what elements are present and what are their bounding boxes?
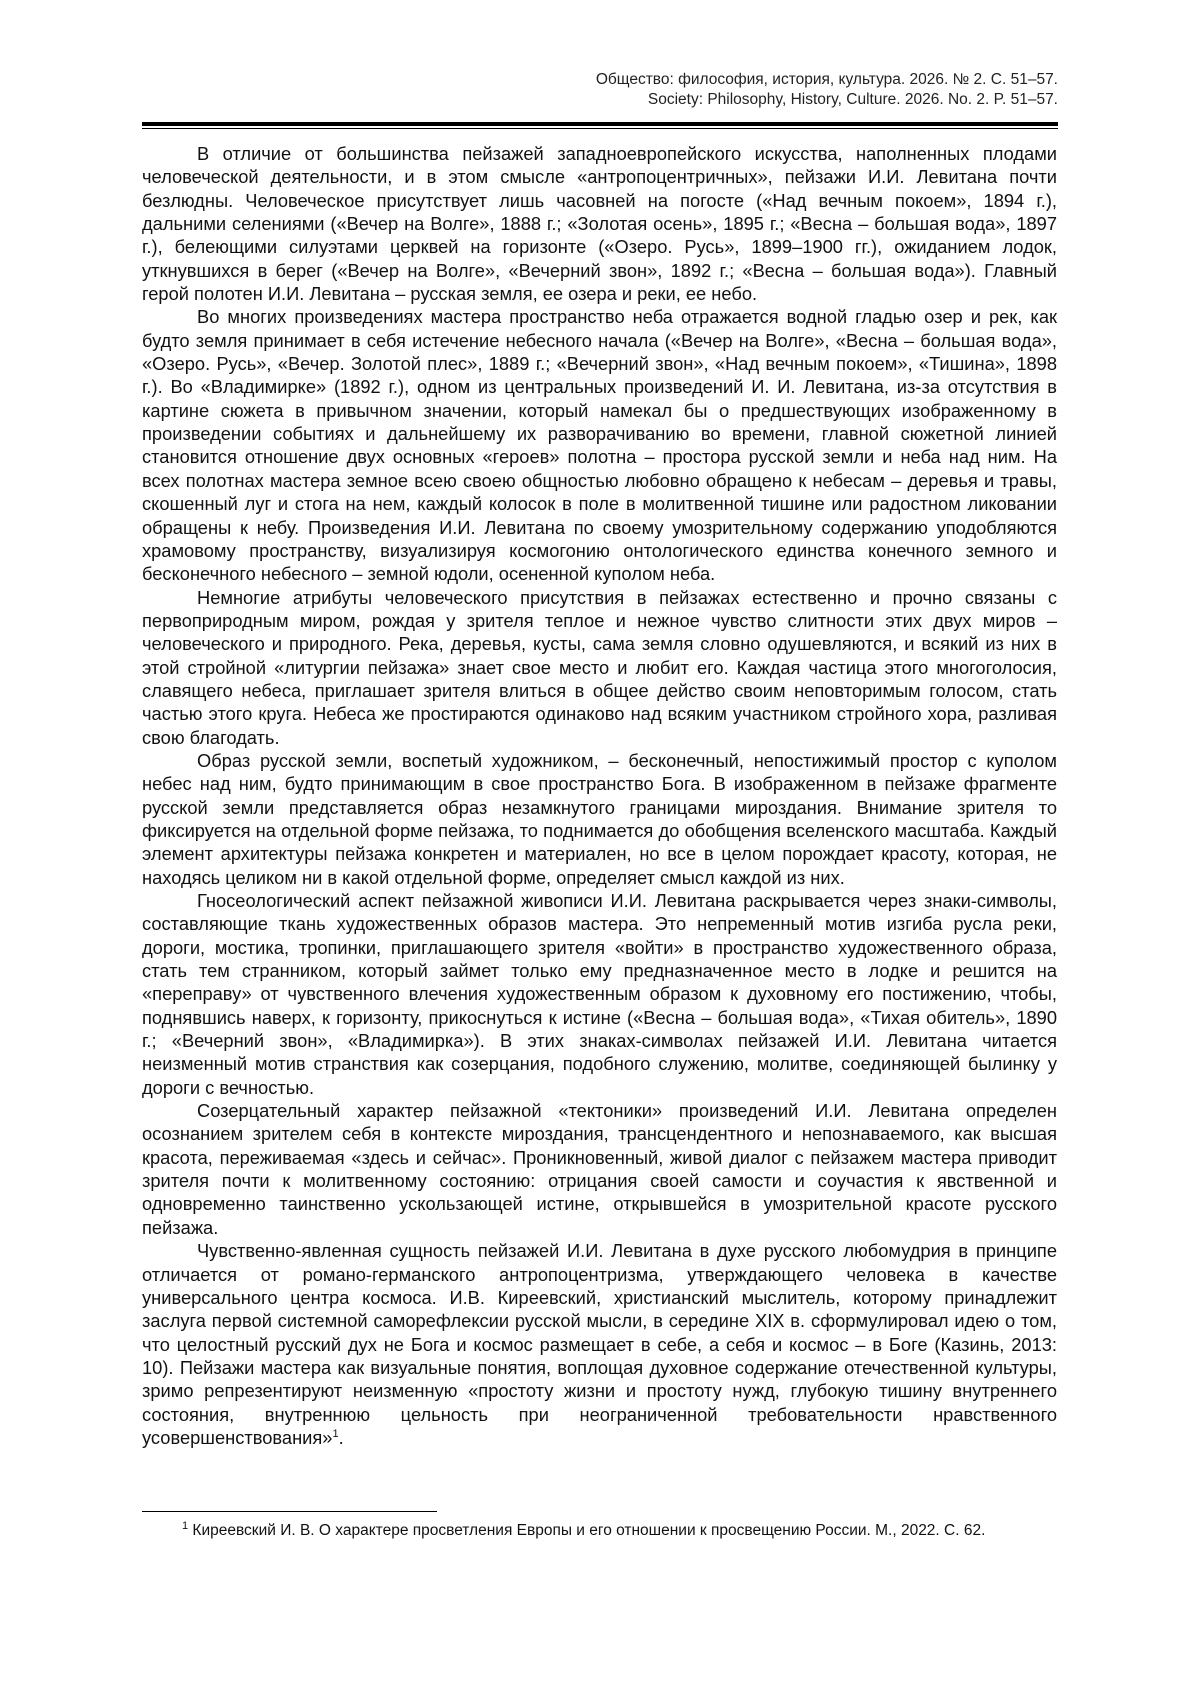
paragraph-6: Созерцательный характер пейзажной «тектоники» произведений И.И. Левитана определен осознанием зрителем себя в контексте мироздания, трансцендентного и непознаваемого, как высшая красота, переживаемая «здесь и сейчас». Проникновенный, живой диалог с пейзажем мастера приводит зрителя почти к молитвенному состоянию: отрицания своей самости и соучастия к явственной и одновременно таинственно ускользающей истине, открывшейся в умозрительной красоте русского пейзажа. [142, 1100, 1057, 1238]
journal-citation-en: Society: Philosophy, History, Culture. 2026. No. 2. P. 51–57. [647, 91, 1058, 108]
paragraph-7-end: . [338, 1426, 344, 1448]
footnote-text: Киреевский И. В. О характере просветления Европы и его отношении к просвещению России. М., 2022. С. 62. [188, 1522, 986, 1539]
paragraph-7-text: Чувственно-явленная сущность пейзажей И.И. Левитана в духе русского любомудрия в принципе отличается от романо-германского антропоцентризма, утверждающего человека в качестве универсального центра космоса. И.В. Киреевский, христианский мыслитель, которому принадлежит заслуга первой системной саморефлексии русской мысли, в середине XIX в. сформулировал идею о том, что целостный русский дух не Бога и космос размещает в себе, а себя и космос – в Боге (Казинь, 2013: 10). Пейзажи мастера как визуальные понятия, воплощая духовное содержание отечественной культуры, зримо репрезентируют неизменную «простоту жизни и простоту нужд, глубокую тишину внутреннего состояния, внутреннюю цельность при неограниченной требовательности нравственного усовершенствования» [142, 1240, 1057, 1448]
header-rule-thick [142, 122, 1058, 126]
footnote [142, 1520, 1057, 1541]
paragraph-7 [142, 1239, 1057, 1449]
paragraph-4: Образ русской земли, воспетый художником, – бесконечный, непостижимый простор с куполом небес над ним, будто принимающим в свое пространство Бога. В изображенном в пейзаже фрагменте русской земли представляется образ незамкнутого границами мироздания. Внимание зрителя то фиксируется на отдельной форме пейзажа, то поднимается до обобщения вселенского масштаба. Каждый элемент архитектуры пейзажа конкретен и материален, но все в целом порождает красоту, которая, не находясь целиком ни в какой отдельной форме, определяет смысл каждой из них. [142, 749, 1057, 888]
journal-citation-ru: Общество: философия, история, культура. 2026. № 2. С. 51–57. [595, 71, 1058, 88]
footnote-rule [142, 1511, 437, 1512]
paragraph-2: Во многих произведениях мастера пространство неба отражается водной гладью озер и рек, как будто земля принимает в себя истечение небесного начала («Вечер на Волге», «Весна – большая вода», «Озеро. Русь», «Вечер. Золотой плес», 1889 г.; «Вечерний звон», «Над вечным покоем», «Тишина», 1898 г.). Во «Владимирке» (1892 г.), одном из центральных произведений И. И. Левитана, из-за отсутствия в картине сюжета в привычном значении, который намекал бы о предшествующих изображенному в произведении событиях и дальнейшему их разворачиванию во времени, главной сюжетной линией становится отношение двух основных «героев» полотна – простора русской земли и неба над ним. На всех полотнах мастера земное всею своею общностью любовно обращено к небесам – деревья и травы, скошенный луг и стога на нем, каждый колосок в поле в молитвенной тишине или радостном ликовании обращены к небу. Произведения И.И. Левитана по своему умозрительному содержанию уподобляются храмовому пространству, визуализируя космогонию онтологического единства конечного земного и бесконечного небесного – земной юдоли, осененной куполом неба. [142, 306, 1057, 585]
footnote-marker: 1 [182, 1519, 189, 1532]
footnote-reference[interactable]: 1 [332, 1427, 339, 1440]
paragraph-1: В отличие от большинства пейзажей западноевропейского искусства, наполненных плодами человеческой деятельности, и в этом смысле «антропоцентричных», пейзажи И.И. Левитана почти безлюдны. Человеческое присутствует лишь часовней на погосте («Над вечным покоем», 1894 г.), дальними селениями («Вечер на Волге», 1888 г.; «Золотая осень», 1895 г.; «Весна – большая вода», 1897 г.), белеющими силуэтами церквей на горизонте («Озеро. Русь», 1899–1900 гг.), ожиданием лодок, уткнувшихся в берег («Вечер на Волге», «Вечерний звон», 1892 г.; «Весна – большая вода»). Главный герой полотен И.И. Левитана – русская земля, ее озера и реки, ее небо. [142, 143, 1057, 305]
header-rule-thin [142, 128, 1058, 129]
article-body [142, 142, 1057, 1449]
running-header [596, 70, 1058, 110]
paragraph-5: Гносеологический аспект пейзажной живописи И.И. Левитана раскрывается через знаки-символы, составляющие ткань художественных образов мастера. Это непременный мотив изгиба русла реки, дороги, мостика, тропинки, приглашающего зрителя «войти» в пространство художественного образа, стать тем странником, который займет только ему предназначенное место в лодке и решится на «переправу» от чувственного влечения художественным образом к духовному его постижению, чтобы, поднявшись наверх, к горизонту, прикоснуться к истине («Весна – большая вода», «Тихая обитель», 1890 г.; «Вечерний звон», «Владимирка»). В этих знаках-символах пейзажей И.И. Левитана читается неизменный мотив странствия как созерцания, подобного служению, молитве, соединяющей былинку у дороги с вечностью. [142, 890, 1057, 1098]
paragraph-3: Немногие атрибуты человеческого присутствия в пейзажах естественно и прочно связаны с первоприродным миром, рождая у зрителя теплое и нежное чувство слитности этих двух миров – человеческого и природного. Река, деревья, кусты, сама земля словно одушевляются, и всякий из них в этой стройной «литургии пейзажа» знает свое место и любит его. Каждая частица этого многоголосия, славящего небеса, приглашает зрителя влиться в общее действо своим неповторимым голосом, стать частью этого круга. Небеса же простираются одинаково над всяким участником стройного хора, разливая свою благодать. [142, 586, 1057, 748]
